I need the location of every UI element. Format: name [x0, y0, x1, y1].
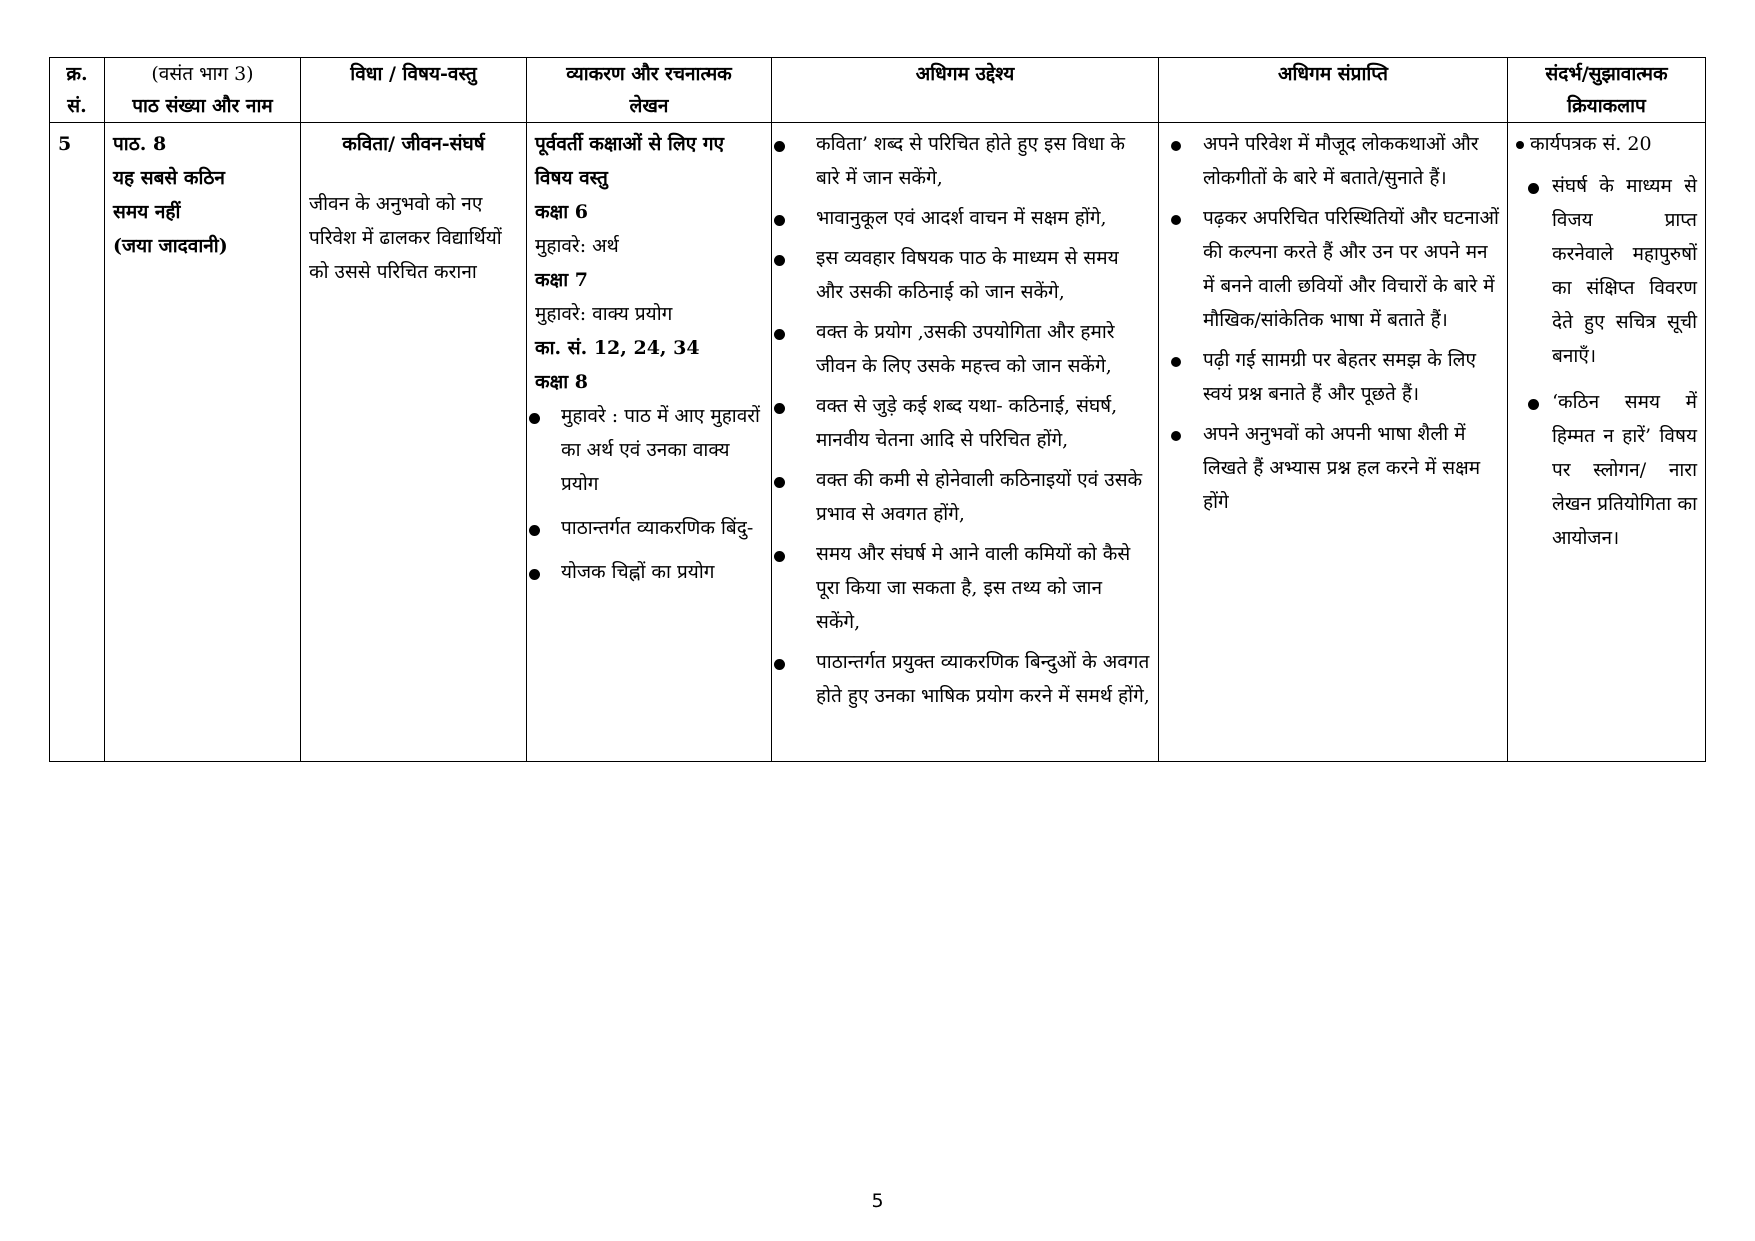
bullet-icon	[1171, 357, 1181, 367]
bullet-icon	[774, 659, 785, 670]
outcomes-list	[1167, 127, 1499, 519]
genre-title: कविता/ जीवन-संघर्ष	[342, 133, 485, 155]
list-item: संघर्ष के माध्यम से विजय प्राप्त करनेवाले महापुरुषों का संक्षिप्त विवरण देते हुए सचित्र सूची बनाएँ।	[1516, 169, 1697, 373]
bullet-icon	[774, 477, 785, 488]
grammar-class6: कक्षा 6	[535, 201, 588, 223]
list-item: पाठान्तर्गत व्याकरणिक बिंदु-	[535, 511, 763, 545]
list-item: पढ़कर अपरिचित परिस्थितियों और घटनाओं की कल्पना करते हैं और उन पर अपने मन में बनने वाली छवियों और विचारों के बारे में मौखिक/सांकेतिक भाषा में बताते हैं।	[1167, 201, 1499, 337]
header-row	[50, 58, 1706, 123]
list-item: पढ़ी गई सामग्री पर बेहतर समझ के लिए स्वयं प्रश्न बनाते हैं और पूछते हैं।	[1167, 343, 1499, 411]
grammar-class7: कक्षा 7	[535, 269, 588, 291]
list-item: इस व्यवहार विषयक पाठ के माध्यम से समय और उसकी कठिनाई को जान सकेंगे,	[780, 241, 1150, 309]
grammar-ka-sa: का. सं. 12, 24, 34	[535, 337, 700, 359]
bullet-icon	[774, 403, 785, 414]
list-item: वक्त की कमी से होनेवाली कठिनाइयों एवं उसके प्रभाव से अवगत होंगे,	[780, 463, 1150, 531]
header-genre: विधा / विषय-वस्तु	[301, 58, 527, 123]
cell-grammar	[527, 123, 772, 762]
bullet-icon	[1171, 215, 1181, 225]
cell-lesson	[105, 123, 301, 762]
bullet-icon	[774, 329, 785, 340]
list-item: कविता’ शब्द से परिचित होते हुए इस विधा के बारे में जान सकेंगे,	[780, 127, 1150, 195]
bullet-icon	[1528, 183, 1539, 194]
header-outcomes: अधिगम संप्राप्ति	[1159, 58, 1508, 123]
page-number: 5	[871, 1190, 884, 1212]
curriculum-table	[49, 57, 1706, 762]
lesson-title-2: समय नहीं	[113, 201, 181, 223]
list-item: योजक चिह्नों का प्रयोग	[535, 555, 763, 589]
cell-outcomes	[1159, 123, 1508, 762]
header-lesson: (वसंत भाग 3) पाठ संख्या और नाम	[105, 58, 301, 123]
list-item: अपने परिवेश में मौजूद लोककथाओं और लोकगीतों के बारे में बताते/सुनाते हैं।	[1167, 127, 1499, 195]
bullet-icon	[529, 413, 540, 424]
bullet-icon	[1528, 399, 1539, 410]
list-item: समय और संघर्ष मे आने वाली कमियों को कैसे पूरा किया जा सकता है, इस तथ्य को जान सकेंगे,	[780, 537, 1150, 639]
list-item: भावानुकूल एवं आदर्श वाचन में सक्षम होंगे,	[780, 201, 1150, 235]
bullet-icon	[774, 141, 785, 152]
list-item: ‘कठिन समय में हिम्मत न हारें’ विषय पर स्लोगन/ नारा लेखन प्रतियोगिता का आयोजन।	[1516, 385, 1697, 555]
grammar-class7-item: मुहावरे: वाक्य प्रयोग	[535, 303, 673, 325]
objectives-list	[780, 127, 1150, 713]
header-objectives: अधिगम उद्देश्य	[772, 58, 1159, 123]
cell-serial: 5	[50, 123, 105, 762]
list-item: वक्त से जुड़े कई शब्द यथा- कठिनाई, संघर्ष, मानवीय चेतना आदि से परिचित होंगे,	[780, 389, 1150, 457]
list-item: वक्त के प्रयोग ,उसकी उपयोगिता और हमारे जीवन के लिए उसके महत्त्व को जान सकेंगे,	[780, 315, 1150, 383]
cell-activities	[1508, 123, 1706, 762]
list-item: पाठान्तर्गत प्रयुक्त व्याकरणिक बिन्दुओं के अवगत होते हुए उनका भाषिक प्रयोग करने में समर्थ होंगे,	[780, 645, 1150, 713]
header-activities: संदर्भ/सुझावात्मक क्रियाकलाप	[1508, 58, 1706, 123]
bullet-icon	[1171, 141, 1181, 151]
cell-objectives	[772, 123, 1159, 762]
bullet-icon	[774, 255, 785, 266]
list-item: मुहावरे : पाठ में आए मुहावरों का अर्थ एवं उनका वाक्य प्रयोग	[535, 399, 763, 501]
table-row	[50, 123, 1706, 762]
bullet-icon	[1516, 141, 1524, 149]
lesson-title-1: यह सबसे कठिन	[113, 167, 225, 189]
list-item: कार्यपत्रक सं. 20	[1516, 127, 1697, 161]
bullet-icon	[529, 569, 540, 580]
header-serial: क्र. सं.	[50, 58, 105, 123]
cell-genre	[301, 123, 527, 762]
activities-list	[1516, 169, 1697, 555]
lesson-number: पाठ. 8	[113, 133, 167, 155]
header-grammar: व्याकरण और रचनात्मक लेखन	[527, 58, 772, 123]
grammar-heading: पूर्ववर्ती कक्षाओं से लिए गए विषय वस्तु	[535, 133, 725, 189]
bullet-icon	[774, 551, 785, 562]
bullet-icon	[774, 215, 785, 226]
grammar-class6-item: मुहावरे: अर्थ	[535, 235, 619, 257]
bullet-icon	[1171, 431, 1181, 441]
grammar-list	[535, 399, 763, 589]
lesson-author: (जया जादवानी)	[113, 235, 228, 257]
list-item: अपने अनुभवों को अपनी भाषा शैली में लिखते हैं अभ्यास प्रश्न हल करने में सक्षम होंगे	[1167, 417, 1499, 519]
genre-description: जीवन के अनुभवो को नए परिवेश में ढालकर विद्यार्थियों को उससे परिचित कराना	[309, 193, 502, 283]
grammar-class8: कक्षा 8	[535, 371, 588, 393]
bullet-icon	[529, 525, 540, 536]
